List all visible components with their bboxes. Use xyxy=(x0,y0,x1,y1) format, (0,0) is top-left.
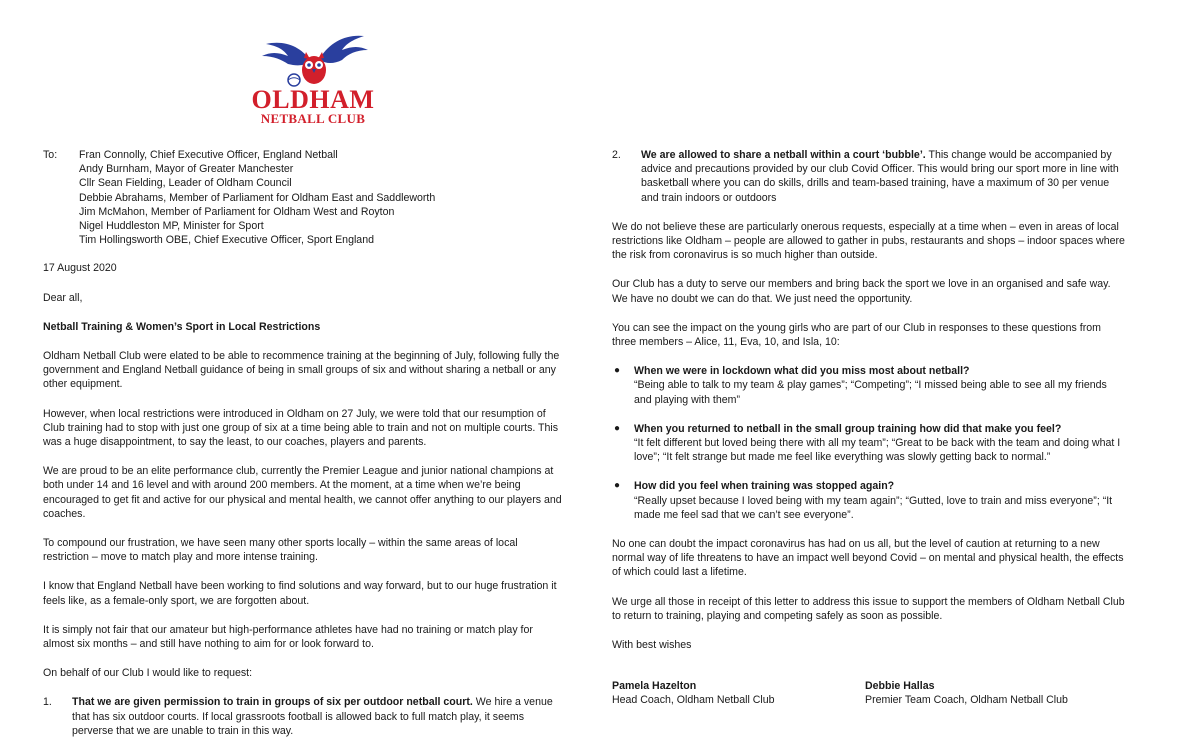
recipient-list xyxy=(79,148,435,247)
signatory-title: Head Coach, Oldham Netball Club xyxy=(612,694,775,707)
to-label: To: xyxy=(43,149,58,161)
bullet-dot-icon: ● xyxy=(614,422,621,434)
request-heading: We are allowed to share a netball within a court ‘bubble’. xyxy=(641,149,926,161)
paragraph: Our Club has a duty to serve our members and bring back the sport we love in an organised and safe way. We have no doubt we can do that. We just need the opportunity. xyxy=(612,278,1111,305)
owl-icon xyxy=(248,32,378,92)
letter-date: 17 August 2020 xyxy=(43,262,117,275)
paragraph: You can see the impact on the young girls who are part of our Club in responses to these questions from three members – Alice, 11, Eva, 10, and Isla, 10: xyxy=(612,321,1101,349)
recipients-block xyxy=(43,148,563,247)
request-body: We hire a venue that has six outdoor courts. If local grassroots football is allowed back to full match play, it seems perverse that we are unable to train in this way. xyxy=(72,696,553,737)
paragraph: However, when local restrictions were introduced in Oldham on 27 July, we were told that our resumption of Club training had to stop with just one group of six at a time being able to train and not on multiple courts. This was a huge disappointment, to say the least, to our coaches, players and parents. xyxy=(43,407,559,449)
club-logo xyxy=(248,32,378,132)
bullet-dot-icon: ● xyxy=(614,480,621,492)
signature-2 xyxy=(865,679,1068,707)
recipient: Cllr Sean Fielding, Leader of Oldham Council xyxy=(79,177,292,190)
request-item-1 xyxy=(43,695,563,738)
bullet-answer: “Being able to talk to my team & play games”; “Competing”; “I missed being able to see all my friends and playing with them” xyxy=(634,379,1107,406)
signatory-title: Premier Team Coach, Oldham Netball Club xyxy=(865,694,1068,707)
recipient: Nigel Huddleston MP, Minister for Sport xyxy=(79,220,264,233)
paragraph: I know that England Netball have been working to find solutions and way forward, but to our huge frustration it feels like, as a female-only sport, we are forgotten about. xyxy=(43,580,557,607)
recipient: Debbie Abrahams, Member of Parliament for Oldham East and Saddleworth xyxy=(79,191,436,204)
request-text xyxy=(641,148,1127,205)
request-number: 1. xyxy=(43,696,52,709)
bullet-question: When you returned to netball in the small group training how did that make you feel? xyxy=(634,422,1062,435)
paragraph: No one can doubt the impact coronavirus has had on us all, but the level of caution at returning to a new normal way of life threatens to have an impact well beyond Covid – on mental and physical health, the effects of which could last a lifetime. xyxy=(612,538,1124,579)
request-text xyxy=(72,695,563,738)
signatory-name: Pamela Hazelton xyxy=(612,680,697,692)
paragraph: We do not believe these are particularly onerous requests, especially at a time when – even in areas of local restrictions like Oldham – people are allowed to gather in pubs, restaurants and shops – indoor spaces where the risk from coronavirus is so much higher than outside. xyxy=(612,220,1125,262)
bullet-content xyxy=(634,422,1127,465)
right-column xyxy=(612,148,1127,667)
signatory-name: Debbie Hallas xyxy=(865,680,935,692)
logo-title: OLDHAM xyxy=(251,85,375,114)
recipient: Tim Hollingsworth OBE, Chief Executive Officer, Sport England xyxy=(79,234,374,247)
request-body: This change would be accompanied by advice and precautions provided by our club Covid Officer. This would bring our sport more in line with basketball where you can do skills, drills and team-based training, have a maximum of 30 per venue and train indoors or outdoors xyxy=(641,149,1119,204)
request-item-2 xyxy=(612,148,1127,205)
quote-bullet xyxy=(612,479,1127,522)
recipient: Andy Burnham, Mayor of Greater Manchester xyxy=(79,163,294,176)
left-column xyxy=(43,148,563,753)
quote-bullet xyxy=(612,364,1127,407)
recipient: Jim McMahon, Member of Parliament for Oldham West and Royton xyxy=(79,205,395,218)
recipient: Fran Connolly, Chief Executive Officer, England Netball xyxy=(79,149,338,161)
closing: With best wishes xyxy=(612,639,692,652)
paragraph: On behalf of our Club I would like to request: xyxy=(43,667,253,680)
paragraph: It is simply not fair that our amateur but high-performance athletes have had no training or match play for almost six months – and still have nothing to aim for or look forward to. xyxy=(43,623,533,651)
signature-1 xyxy=(612,679,775,707)
bullet-answer: “Really upset because I loved being with my team again”; “Gutted, love to train and miss everyone”; “It made me feel sad that we can’t see everyone”. xyxy=(634,494,1113,521)
logo-subtitle: NETBALL CLUB xyxy=(260,111,366,126)
bullet-dot-icon: ● xyxy=(614,365,621,377)
salutation: Dear all, xyxy=(43,291,83,304)
paragraph: Oldham Netball Club were elated to be able to recommence training at the beginning of July, following fully the government and England Netball guidance of being in small groups of six and without sharing a netball or any other equipment. xyxy=(43,350,560,391)
request-number: 2. xyxy=(612,149,621,161)
bullet-content xyxy=(634,479,1127,522)
bullet-answer: “It felt different but loved being there with all my team”; “Great to be back with the team and doing what I love”; “It felt strange but made me feel like everything was slowly getting back to normal.” xyxy=(634,437,1121,464)
paragraph: To compound our frustration, we have seen many other sports locally – within the same areas of local restriction – move to match play and more intense training. xyxy=(43,537,518,564)
quote-bullet xyxy=(612,422,1127,465)
letter-subject: Netball Training & Women’s Sport in Local Restrictions xyxy=(43,320,321,333)
paragraph: We are proud to be an elite performance club, currently the Premier League and junior national champions at both under 14 and 16 level and with around 200 members. At the moment, at a time when we’re being encouraged to get fit and active for our physical and mental health, we cannot offer anything to our players and coaches. xyxy=(43,465,562,520)
bullet-question: How did you feel when training was stopped again? xyxy=(634,480,895,493)
request-heading: That we are given permission to train in groups of six per outdoor netball court. xyxy=(72,696,473,709)
bullet-question: When we were in lockdown what did you miss most about netball? xyxy=(634,365,970,378)
paragraph: We urge all those in receipt of this letter to address this issue to support the members of Oldham Netball Club to return to training, playing and competing safely as soon as possible. xyxy=(612,595,1125,622)
bullet-content xyxy=(634,364,1127,407)
